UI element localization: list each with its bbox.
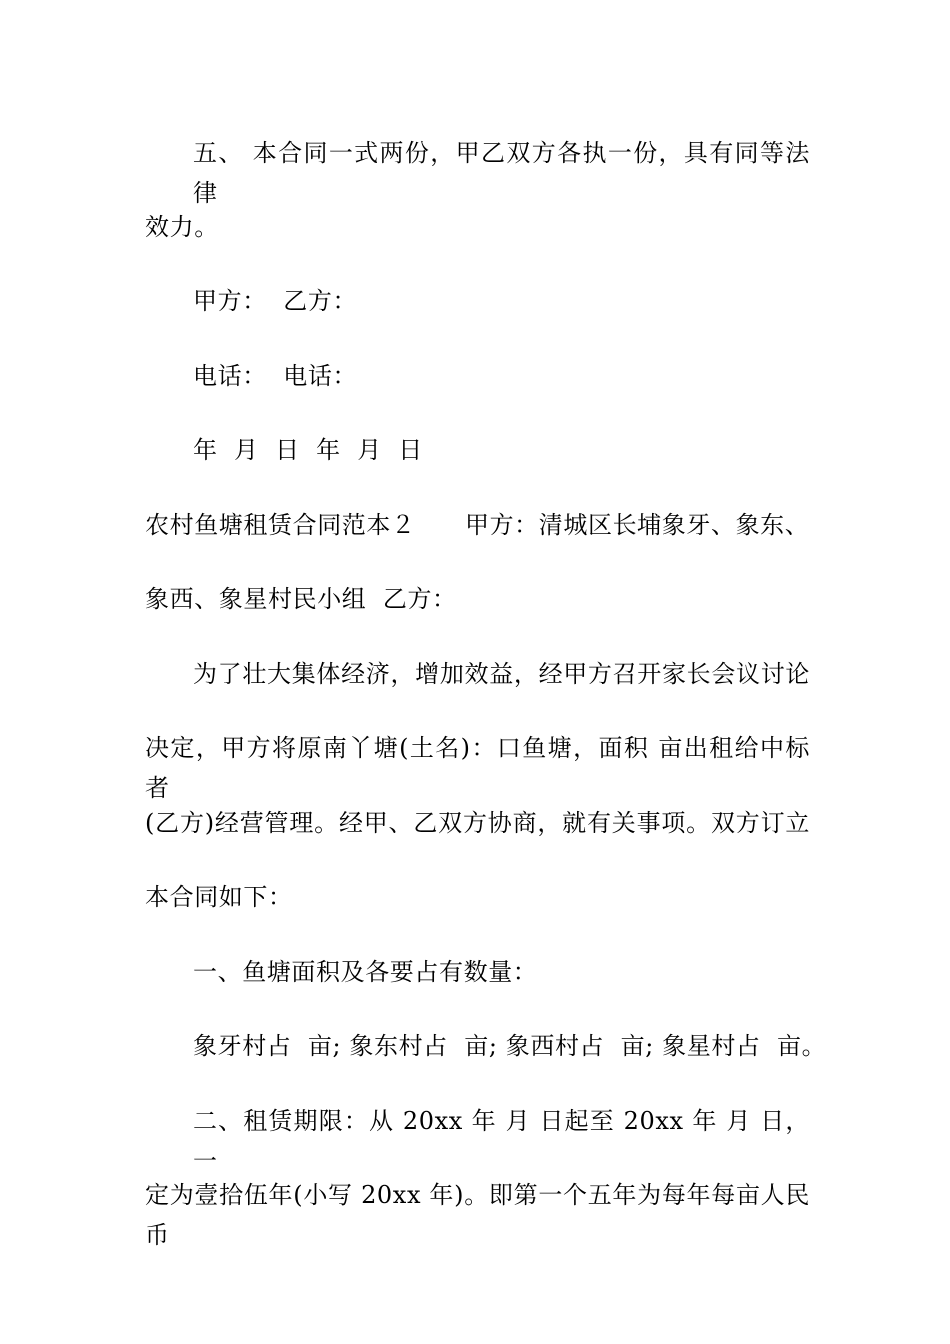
text-line-party-names: 甲方： 乙方： bbox=[193, 287, 358, 315]
text-line-dates: 年 月 日 年 月 日 bbox=[193, 436, 423, 464]
text-line-clause-2-term: 二、租赁期限：从 20xx 年 月 日起至 20xx 年 月 日，一 bbox=[193, 1107, 810, 1175]
text-line-preamble-1: 为了壮大集体经济，增加效益，经甲方召开家长会议讨论 bbox=[193, 660, 810, 688]
text-line-preamble-4: 本合同如下： bbox=[145, 883, 293, 911]
text-line-clause-5: 五、 本合同一式两份，甲乙双方各执一份，具有同等法律 bbox=[193, 139, 810, 207]
text-line-clause-2-duration: 定为壹拾伍年(小写 20xx 年)。即第一个五年为每年每亩人民币 bbox=[145, 1181, 810, 1249]
text-line-parties: 象西、象星村民小组 乙方： bbox=[145, 585, 457, 613]
text-line-clause-1-heading: 一、鱼塘面积及各要占有数量： bbox=[193, 958, 538, 986]
text-line-preamble-3: (乙方)经营管理。经甲、乙双方协商，就有关事项。双方订立 bbox=[145, 809, 810, 837]
text-line-clause-1-shares: 象牙村占 亩; 象东村占 亩; 象西村占 亩; 象星村占 亩。 bbox=[193, 1032, 827, 1060]
text-line-validity: 效力。 bbox=[145, 213, 219, 241]
text-line-phones: 电话： 电话： bbox=[193, 362, 358, 390]
text-line-preamble-2: 决定，甲方将原南丫塘(土名)：口鱼塘，面积 亩出租给中标者 bbox=[145, 734, 810, 802]
text-line-contract-title: 农村鱼塘租赁合同范本２ 甲方：清城区长埔象牙、象东、 bbox=[145, 511, 810, 539]
